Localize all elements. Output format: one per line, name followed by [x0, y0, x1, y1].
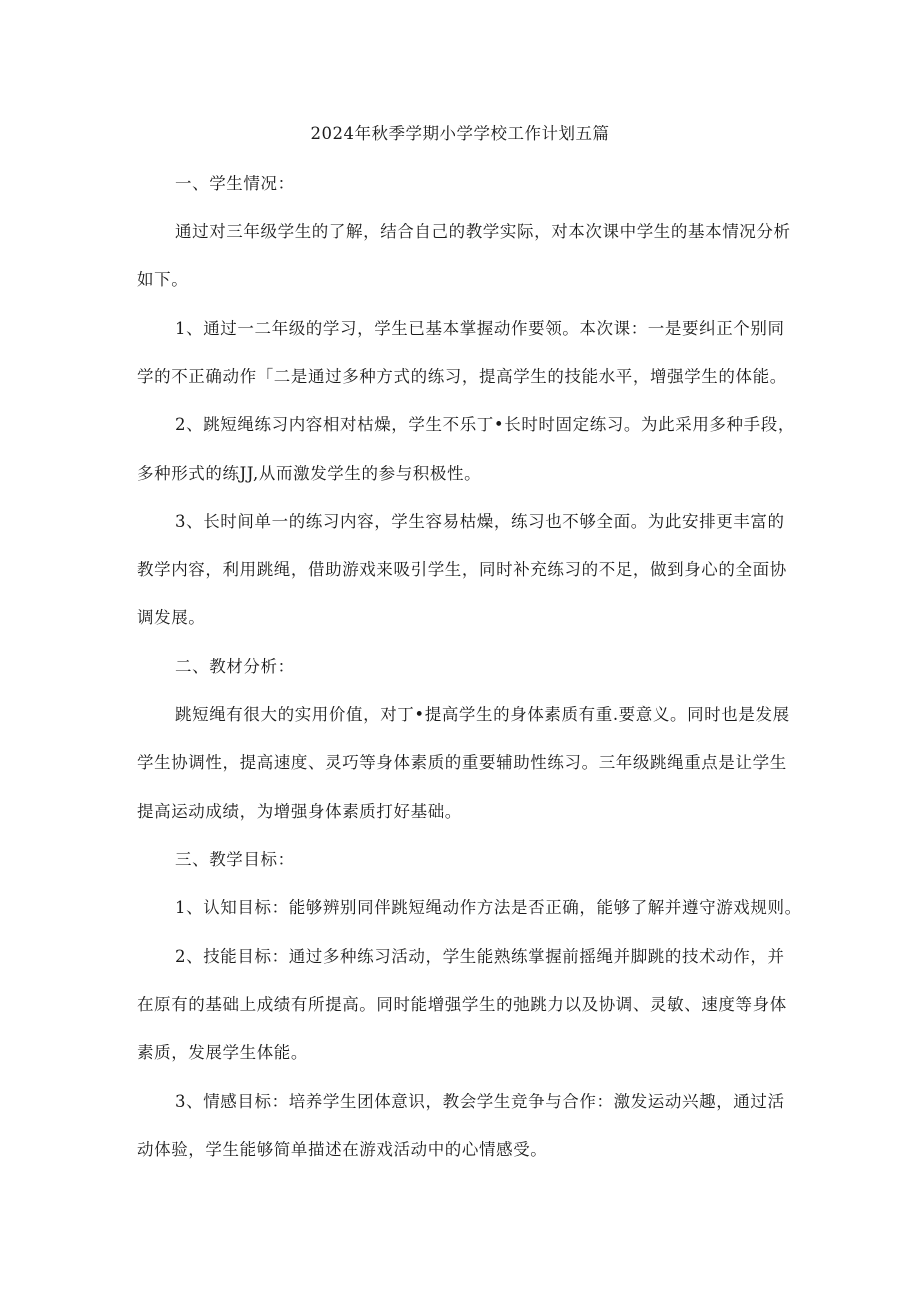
- section-heading-student-situation: 一、学生情况：: [175, 174, 295, 193]
- paragraph-line: 如下。: [137, 270, 189, 289]
- paragraph-line: 2、技能目标：通过多种练习活动，学生能熟练掌握前摇绳并脚跳的技术动作，并: [175, 947, 785, 966]
- paragraph-line: 1、通过一二年级的学习，学生已基本掌握动作要领。本次课：一是要纠正个别同: [175, 319, 785, 338]
- section-heading-material-analysis: 二、教材分析：: [175, 657, 295, 676]
- paragraph-line: 调发展。: [137, 608, 206, 627]
- paragraph-line: 学生协调性，提高速度、灵巧等身体素质的重要辅助性练习。三年级跳绳重点是让学生: [137, 753, 787, 772]
- paragraph-line: 在原有的基础上成绩有所提高。同时能增强学生的弛跳力以及协调、灵敏、速度等身体: [137, 995, 787, 1014]
- paragraph-line: 素质，发展学生体能。: [137, 1043, 308, 1062]
- paragraph-line: 提高运动成绩，为增强身体素质打好基础。: [137, 802, 462, 821]
- paragraph-line: 3、情感目标：培养学生团体意识，教会学生竞争与合作：激发运动兴趣，通过活: [175, 1092, 785, 1111]
- paragraph-line: 学的不正确动作「二是通过多种方式的练习，提高学生的技能水平，增强学生的体能。: [137, 367, 787, 386]
- paragraph-line: 1、认知目标：能够辨别同伴跳短绳动作方法是否正确，能够了解并遵守游戏规则。: [175, 898, 802, 917]
- paragraph-line: 跳短绳有很大的实用价值，对丁•提高学生的身体素质有重.要意义。同时也是发展: [175, 705, 790, 724]
- paragraph-line: 2、跳短绳练习内容相对枯燥，学生不乐丁•长时时固定练习。为此采用多种手段，: [175, 415, 795, 434]
- paragraph-line: 多种形式的练JJ,从而激发学生的参与积极性。: [137, 464, 482, 483]
- paragraph-line: 动体验，学生能够简单描述在游戏活动中的心情感受。: [137, 1140, 548, 1159]
- paragraph-line: 通过对三年级学生的了解，结合自己的教学实际，对本次课中学生的基本情况分析: [175, 222, 791, 241]
- section-heading-teaching-goals: 三、教学目标：: [175, 850, 295, 869]
- paragraph-line: 3、长时间单一的练习内容，学生容易枯燥，练习也不够全面。为此安排更丰富的: [175, 512, 785, 531]
- paragraph-line: 教学内容，利用跳绳，借助游戏来吸引学生，同时补充练习的不足，做到身心的全面协: [137, 560, 787, 579]
- document-title: 2024年秋季学期小学学校工作计划五篇: [310, 124, 610, 143]
